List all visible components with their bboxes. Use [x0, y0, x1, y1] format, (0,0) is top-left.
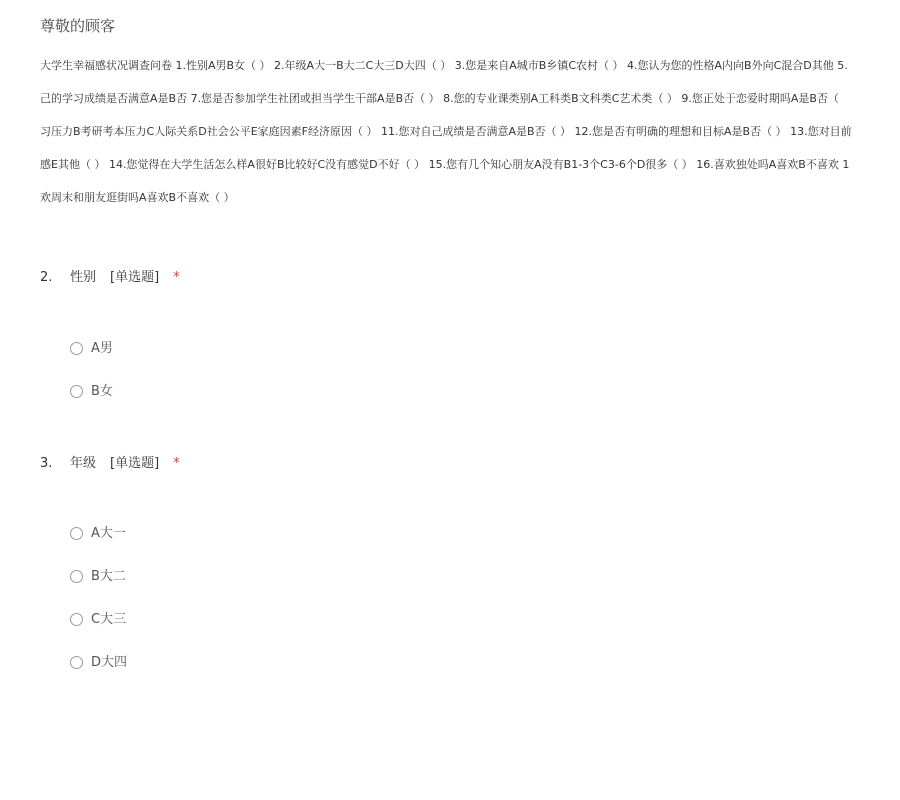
intro-line: 感E其他（ ） 14.您觉得在大学生活怎么样A很好B比较好C没有感觉D不好（ ） 15.您有几个知心朋友A没有B1-3个C3-6个D很多（ ） 16.喜欢独处吗A喜欢B不喜欢 1 — [40, 158, 850, 171]
option-freshman[interactable] — [70, 525, 860, 568]
option-female[interactable] — [70, 383, 860, 426]
radio-button[interactable] — [70, 385, 83, 398]
option-label: A男 — [91, 341, 113, 356]
radio-button[interactable] — [70, 613, 83, 626]
question-grade — [40, 455, 860, 697]
option-label: C大三 — [91, 612, 127, 627]
greeting-heading: 尊敬的顾客 — [40, 17, 116, 35]
question-gender — [40, 269, 860, 426]
option-male[interactable] — [70, 340, 860, 383]
option-label: B女 — [91, 384, 113, 399]
option-label: B大二 — [91, 569, 126, 584]
question-number: 3. — [40, 456, 53, 471]
question-label: 性别 — [70, 270, 97, 285]
required-mark: * — [173, 270, 180, 285]
question-label: 年级 — [70, 456, 97, 471]
question-title — [40, 269, 860, 287]
question-type: [单选题] — [110, 456, 160, 471]
option-sophomore[interactable] — [70, 568, 860, 611]
option-senior[interactable] — [70, 654, 860, 697]
option-label: D大四 — [91, 655, 128, 670]
question-number: 2. — [40, 270, 53, 285]
survey-intro — [40, 55, 900, 220]
option-list — [70, 525, 860, 697]
radio-button[interactable] — [70, 656, 83, 669]
question-title — [40, 455, 860, 473]
radio-button[interactable] — [70, 570, 83, 583]
intro-line: 习压力B考研考本压力C人际关系D社会公平E家庭因素F经济原因（ ） 11.您对自己成绩是否满意A是B否（ ） 12.您是否有明确的理想和目标A是B否（ ） 13.您对目前 — [40, 125, 852, 138]
radio-button[interactable] — [70, 342, 83, 355]
option-label: A大一 — [91, 526, 126, 541]
required-mark: * — [173, 456, 180, 471]
option-junior[interactable] — [70, 611, 860, 654]
radio-button[interactable] — [70, 527, 83, 540]
intro-line: 欢周末和朋友逛街吗A喜欢B不喜欢（ ） — [40, 191, 235, 204]
question-type: [单选题] — [110, 270, 160, 285]
intro-line: 己的学习成绩是否满意A是B否 7.您是否参加学生社团或担当学生干部A是B否（ ） 8.您的专业课类别A工科类B文科类C艺术类（ ） 9.您正处于恋爱时期吗A是B否（ — [40, 92, 839, 105]
option-list — [70, 340, 860, 426]
intro-line: 大学生幸福感状况调查问卷 1.性别A男B女（ ） 2.年级A大一B大二C大三D大四（ ） 3.您是来自A城市B乡镇C农村（ ） 4.您认为您的性格A内向B外向C混合D其他 5. — [40, 59, 848, 72]
